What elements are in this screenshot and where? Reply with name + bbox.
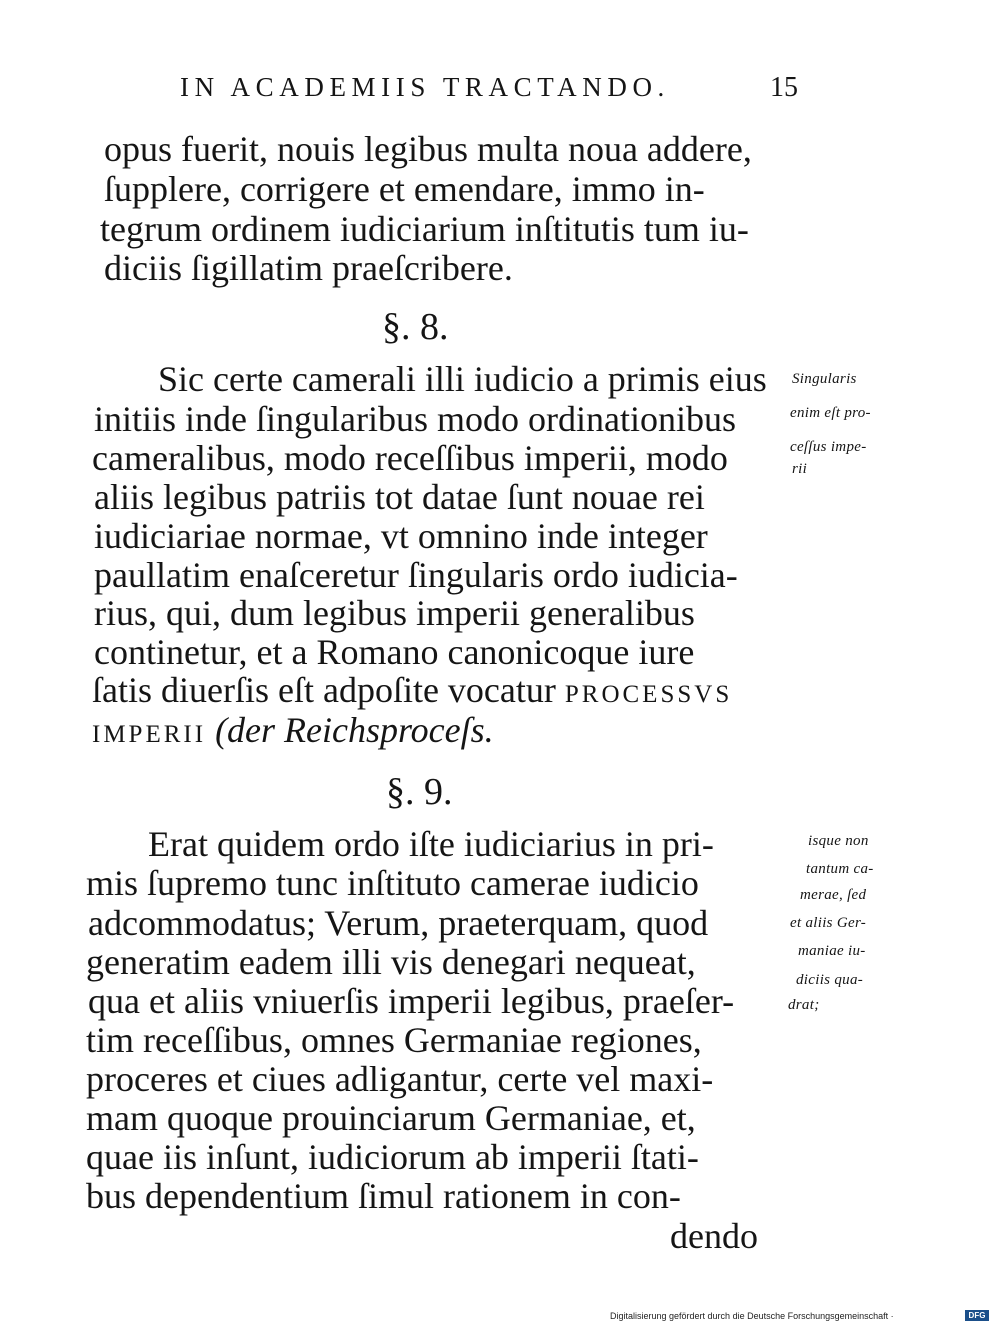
margin-note-line: enim eſt pro-: [790, 405, 871, 421]
body-line: bus dependentium ſimul rationem in con-: [86, 1176, 681, 1216]
margin-note-line: tantum ca-: [806, 861, 874, 877]
body-line: generatim eadem illi vis denegari nequeat,: [86, 942, 696, 982]
body-text: ſatis diuerſis eſt adpoſite vocatur: [92, 670, 556, 710]
margin-note-line: diciis qua-: [796, 972, 864, 988]
body-line: iudiciariae normae, vt omnino inde integer: [94, 516, 708, 556]
running-head: IN ACADEMIIS TRACTANDO.: [180, 72, 670, 102]
body-line: ſupplere, corrigere et emendare, immo in-: [104, 169, 705, 209]
body-line: quae iis inſunt, iudiciorum ab imperii ſtati-: [86, 1137, 699, 1177]
body-line: qua et aliis vniuerſis imperii legibus, praeſer-: [88, 981, 735, 1021]
body-line: aliis legibus patriis tot datae ſunt nouae rei: [94, 477, 705, 517]
margin-note-line: Singularis: [792, 371, 857, 387]
body-line: diciis ſigillatim praeſcribere.: [104, 248, 513, 288]
margin-note-line: merae, ſed: [800, 887, 867, 903]
digitization-credit: Digitalisierung gefördert durch die Deutsche Forschungsgemeinschaft ·: [610, 1311, 894, 1321]
body-line: mam quoque prouinciarum Germaniae, et,: [86, 1098, 696, 1138]
section-heading-9: §. 9.: [386, 771, 453, 813]
body-line: paullatim enaſceretur ſingularis ordo iudicia-: [94, 555, 738, 595]
body-line: tegrum ordinem iudiciarium inſtitutis tum iu-: [100, 209, 749, 249]
body-line: adcommodatus; Verum, praeterquam, quod: [88, 903, 709, 943]
body-line: Erat quidem ordo iſte iudiciarius in pri-: [148, 824, 714, 864]
dfg-logo: DFG: [965, 1310, 989, 1321]
page-number: 15: [770, 72, 798, 103]
body-line: [92, 672, 732, 708]
body-line: mis ſupremo tunc inſtituto camerae iudicio: [86, 863, 699, 903]
body-line: proceres et ciues adligantur, certe vel maxi-: [86, 1059, 714, 1099]
section-heading-8: §. 8.: [382, 306, 449, 348]
body-line: [92, 712, 494, 748]
margin-note-line: ceſſus impe-: [790, 439, 867, 455]
margin-note-line: drat;: [788, 997, 820, 1013]
body-line: rius, qui, dum legibus imperii generalibus: [94, 593, 695, 633]
body-line: cameralibus, modo receſſibus imperii, modo: [92, 438, 728, 478]
body-line: Sic certe camerali illi iudicio a primis eius: [158, 359, 767, 399]
smallcaps-term: PROCESSVS: [564, 681, 733, 708]
body-line: continetur, et a Romano canonicoque iure: [94, 632, 695, 672]
body-line: opus fuerit, nouis legibus multa noua addere,: [104, 129, 752, 169]
margin-note-line: isque non: [808, 833, 869, 849]
smallcaps-term: IMPERII: [92, 721, 207, 748]
margin-note-line: rii: [792, 461, 808, 477]
body-line: tim receſſibus, omnes Germaniae regiones,: [86, 1020, 702, 1060]
catchword: dendo: [670, 1216, 758, 1256]
margin-note-line: et aliis Ger-: [790, 915, 867, 931]
body-line: initiis inde ſingularibus modo ordinationibus: [94, 399, 736, 439]
german-gloss: (der Reichsproceſs.: [215, 710, 494, 750]
margin-note-line: maniae iu-: [798, 943, 866, 959]
